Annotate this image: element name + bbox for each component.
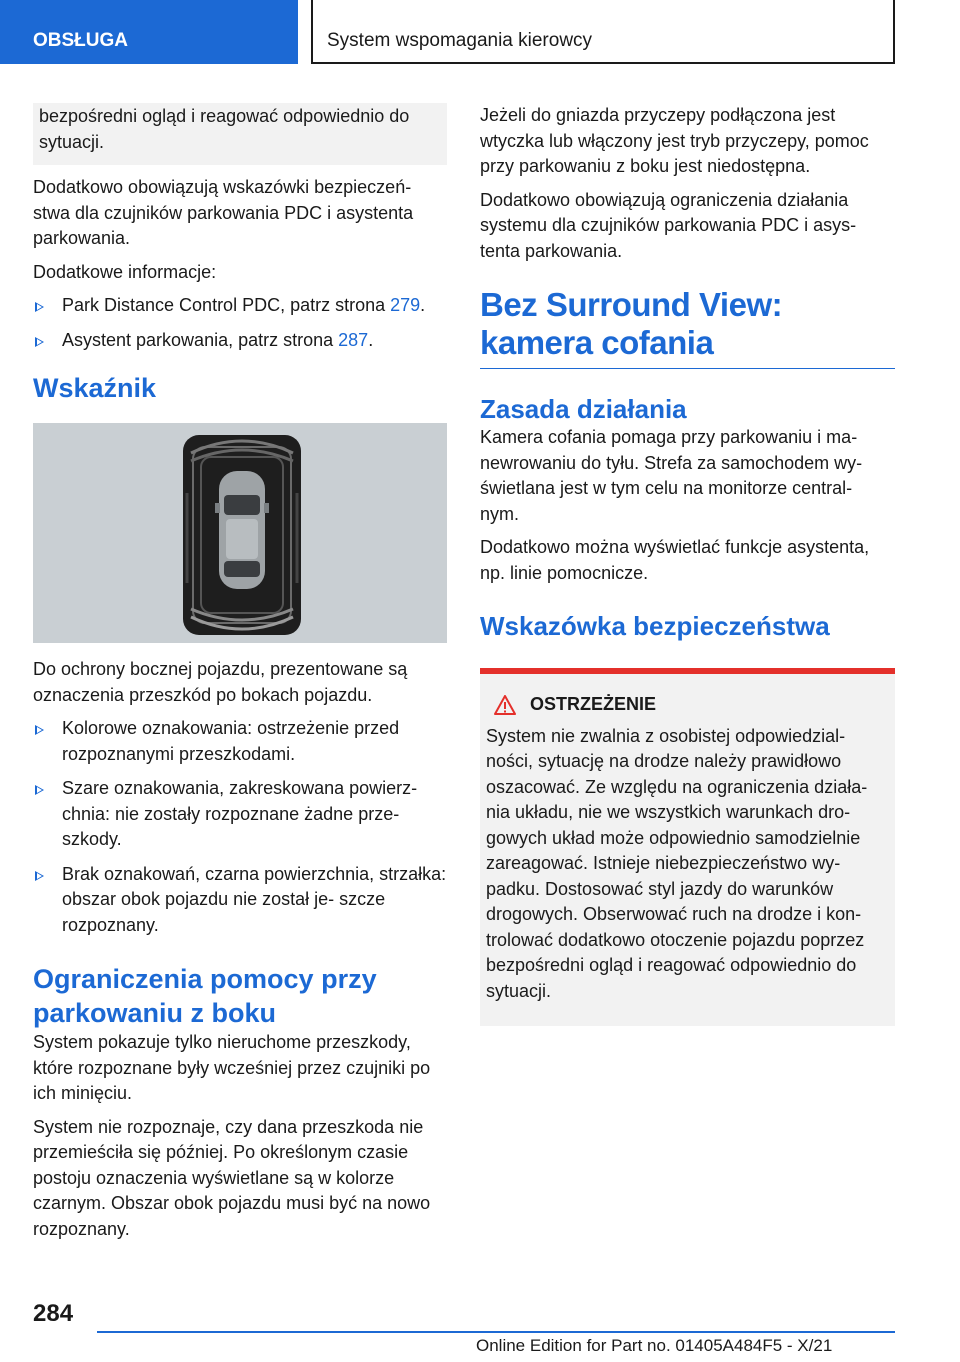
chapter-title: System wspomagania kierowcy xyxy=(327,30,593,51)
page-link-287[interactable]: 287 xyxy=(338,329,369,350)
page-number: 284 xyxy=(33,1300,74,1327)
warning-text: System nie zwalnia z osobistej odpowiedzial- ności, sytuację na drodze należy prawidłowo oszacować. Ze względu na ograniczenia działa- nia układu, nie we wszystkich warunkach dro- gowych układ może odpowiednio samodzielnie zareagować. Istnieje niebezpieczeństwo wy- padku. Dostosować styl jazdy do warunków drogowych. Obserwować ruch na drodze i kon- trolować dodatkowo otoczenie pojazdu poprzez bezpośredni ogląd i reagować odpowiednio do sytuacji. xyxy=(486,725,868,1001)
reference-list xyxy=(33,293,447,353)
list-item xyxy=(33,328,447,354)
warning-header xyxy=(486,692,889,718)
arrow-bullet-icon xyxy=(35,302,44,312)
left-column xyxy=(33,103,447,1250)
list-item-text: Kolorowe oznakowania: ostrzeżenie przed rozpoznanymi przeszkodami. xyxy=(62,718,400,764)
chapter-header xyxy=(311,0,895,64)
footer-edition: Online Edition for Part no. 01405A484F5 - X/21 xyxy=(476,1336,833,1355)
right-column xyxy=(480,103,895,1026)
list-item-text: Szare oznakowania, zakreskowana powierz- chnia: nie zostały rozpoznane żadne prze- szkody. xyxy=(62,778,418,849)
page-link-279[interactable]: 279 xyxy=(390,295,421,315)
list-item xyxy=(33,716,447,767)
reference-tail: . xyxy=(420,295,426,315)
list-item-text: Brak oznakowań, czarna powierzchnia, strzałka: obszar obok pojazdu nie został je- szcze rozpoznany. xyxy=(62,863,447,935)
paragraph: Dodatkowo obowiązują wskazówki bezpieczeń- stwa dla czujników parkowania PDC i asystenta parkowania. xyxy=(33,177,414,248)
list-item xyxy=(33,293,447,319)
heading-safety-note: Wskazówka bezpieczeństwa xyxy=(480,611,830,641)
list-item xyxy=(33,862,447,939)
list-item xyxy=(33,776,447,853)
arrow-bullet-icon xyxy=(35,785,44,795)
note-continuation-text: bezpośredni ogląd i reagować odpowiednio do sytuacji. xyxy=(39,106,410,152)
side-protection-illustration xyxy=(33,423,447,643)
reference-text: Asystent parkowania, patrz strona xyxy=(62,329,339,350)
paragraph: System pokazuje tylko nieruchome przeszkody, które rozpoznane były wcześniej przez czujniki po ich minięciu. xyxy=(33,1032,431,1103)
paragraph: Dodatkowe informacje: xyxy=(33,261,217,282)
heading-principle: Zasada działania xyxy=(480,394,687,424)
marking-list xyxy=(33,716,447,938)
paragraph: Do ochrony bocznej pojazdu, prezentowane są oznaczenia przeszkód po bokach pojazdu. xyxy=(33,659,408,705)
note-continuation-box xyxy=(33,103,447,165)
reference-tail: . xyxy=(368,329,374,350)
section-label: OBSŁUGA xyxy=(33,30,128,51)
paragraph: Dodatkowo obowiązują ograniczenia działania systemu dla czujników parkowania PDC i asys- tenta parkowania. xyxy=(480,189,857,261)
warning-box xyxy=(480,668,895,1026)
reference-text: Park Distance Control PDC, patrz strona xyxy=(62,295,391,315)
arrow-bullet-icon xyxy=(35,871,44,881)
paragraph: Dodatkowo można wyświetlać funkcje asystenta, np. linie pomocnicze. xyxy=(480,537,870,583)
paragraph: Kamera cofania pomaga przy parkowaniu i ma- newrowaniu do tyłu. Strefa za samochodem wy- świetlana jest w tym celu na monitorze central- nym. xyxy=(480,427,863,524)
section-tab xyxy=(0,0,298,64)
paragraph: Jeżeli do gniazda przyczepy podłączona jest wtyczka lub włączony jest tryb przyczepy, pomoc przy parkowaniu z boku jest niedostępna. xyxy=(480,105,869,176)
paragraph: System nie rozpoznaje, czy dana przeszkoda nie przemieściła się później. Po określonym czasie postoju oznaczenia wyświetlane są w kolorze czarnym. Obszar obok pojazdu musi być na nowo rozpoznany. xyxy=(33,1116,431,1239)
arrow-bullet-icon xyxy=(35,725,44,735)
warning-triangle-icon xyxy=(494,695,516,715)
warning-title: OSTRZEŻENIE xyxy=(530,694,657,714)
heading-rear-camera: Bez Surround View: kamera cofania xyxy=(480,286,895,369)
heading-limitations: Ograniczenia pomocy przy parkowaniu z boku xyxy=(33,964,377,1028)
arrow-bullet-icon xyxy=(35,337,44,347)
car-top-view-image xyxy=(33,423,447,643)
heading-indicator: Wskaźnik xyxy=(33,373,157,403)
footer-divider xyxy=(97,1331,895,1333)
